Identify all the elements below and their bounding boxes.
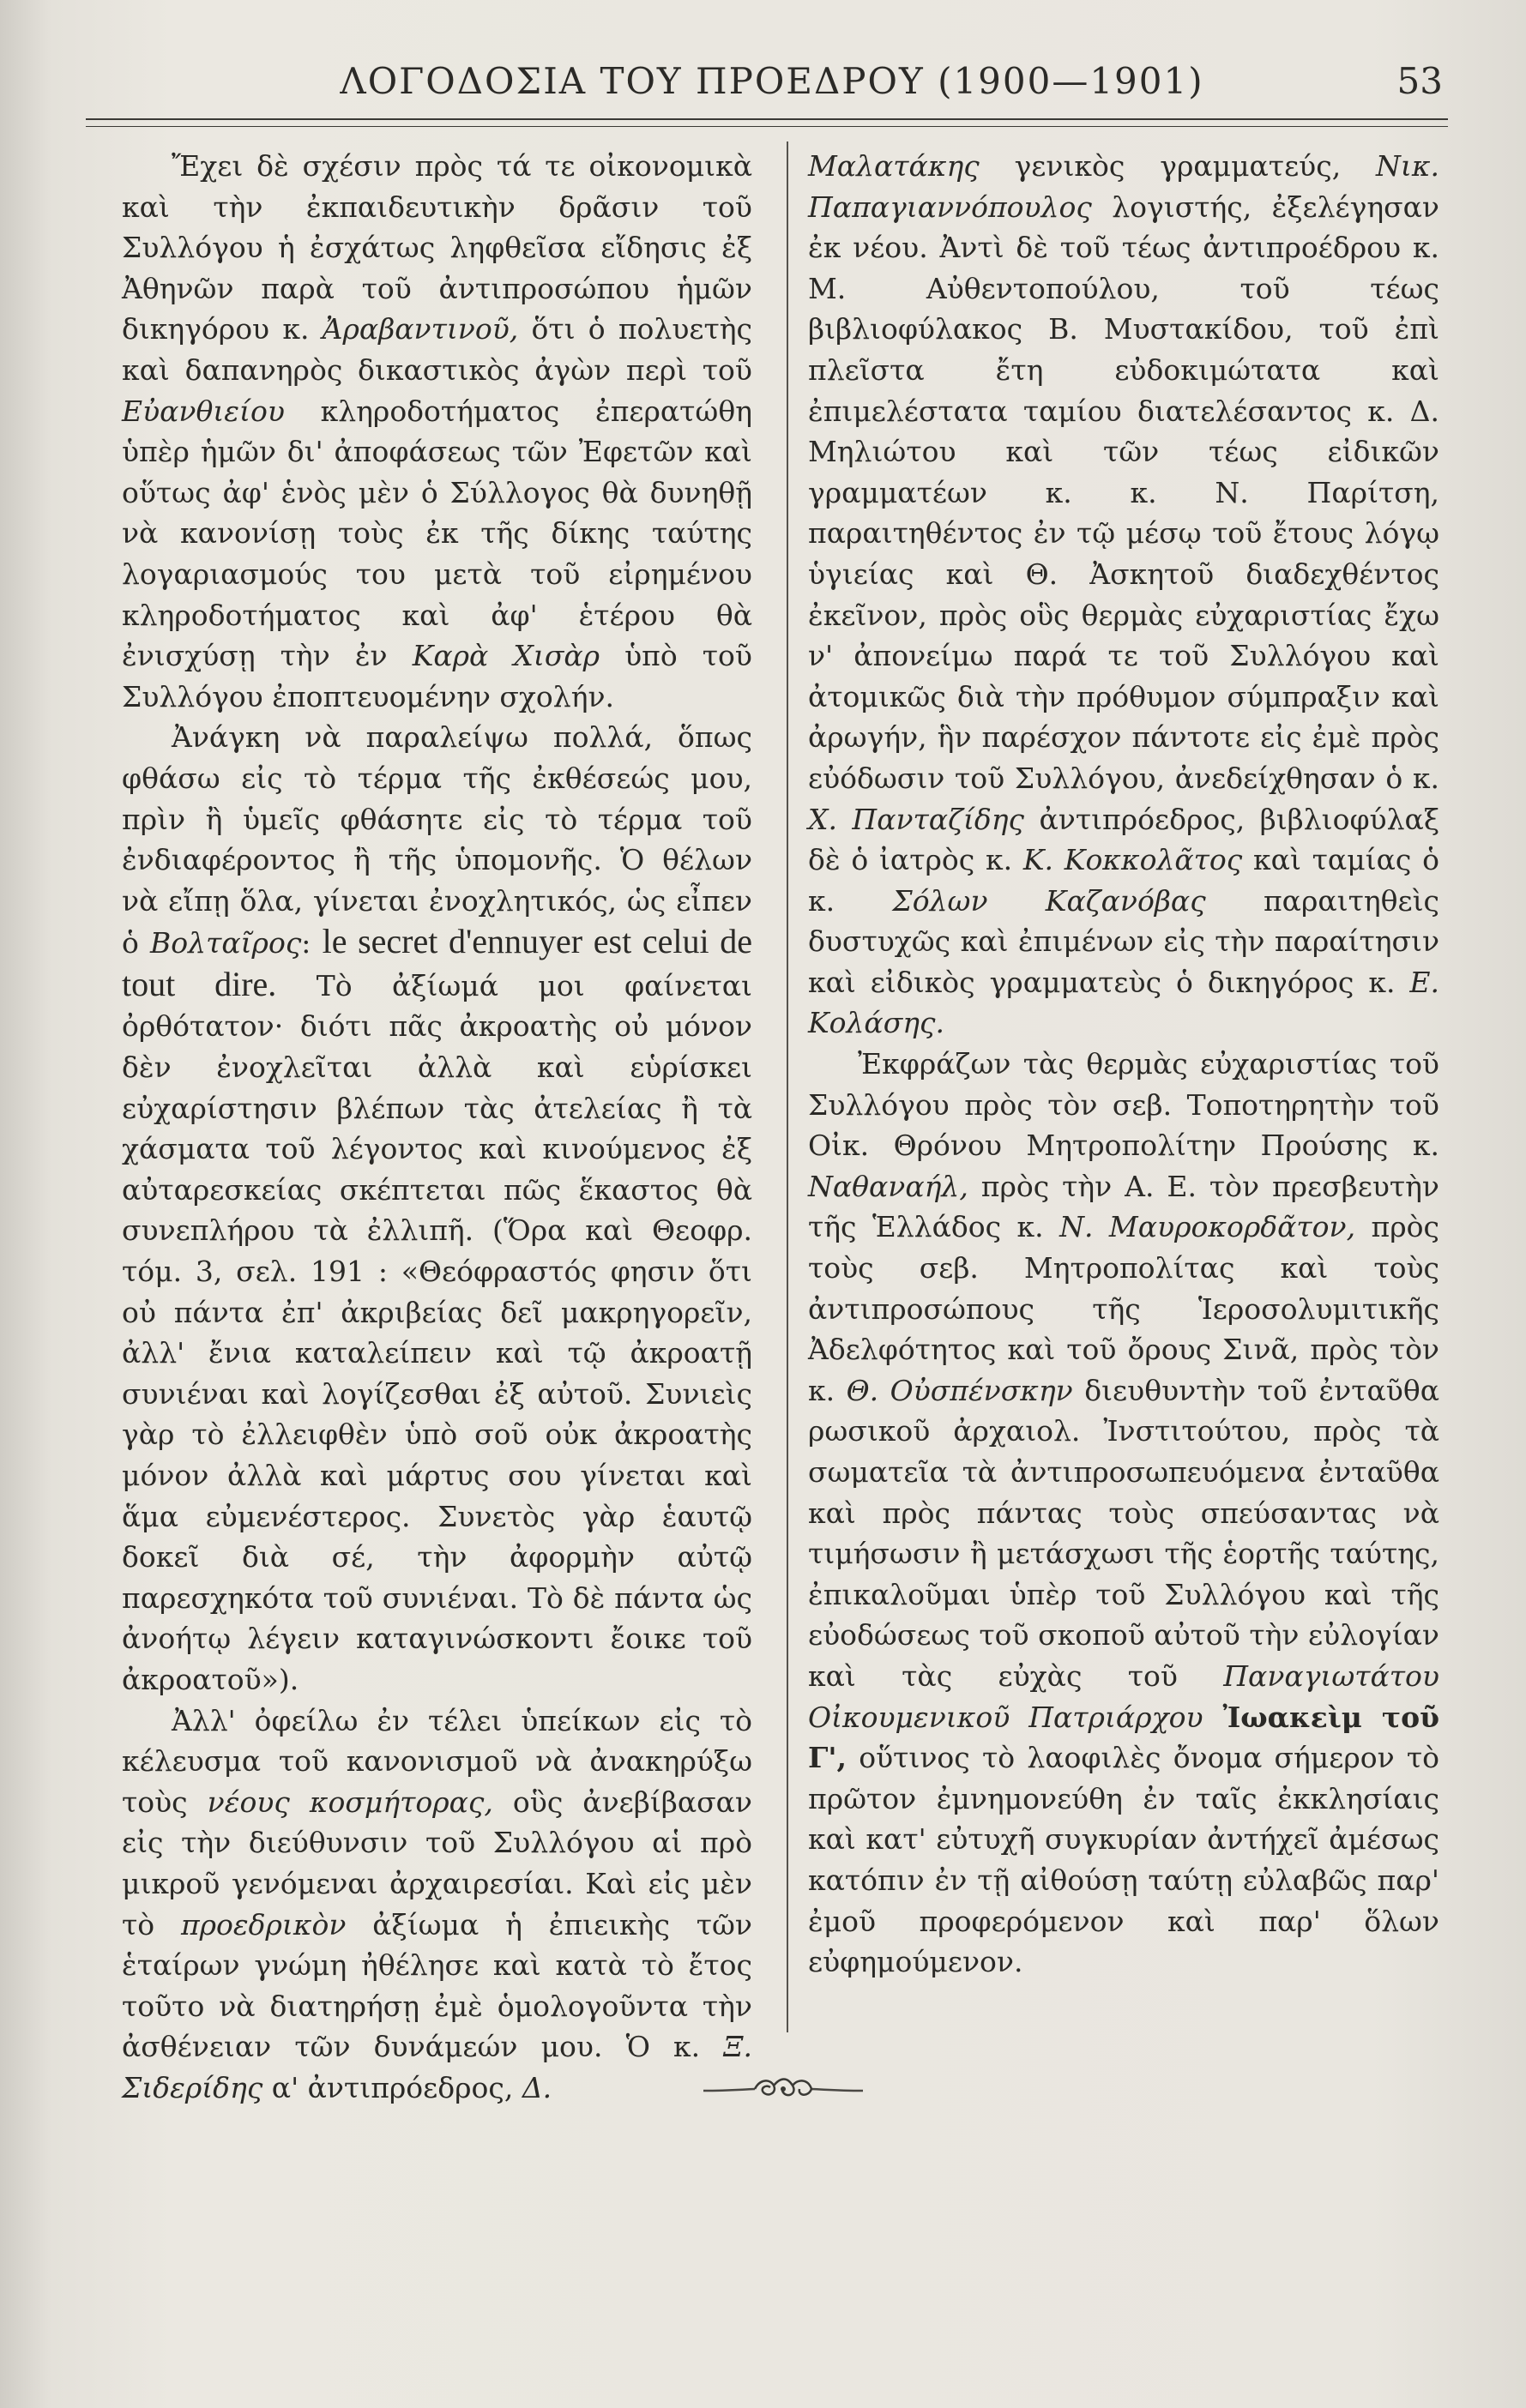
page-number: 53 bbox=[1396, 60, 1443, 102]
text-run: λογιστής, ἐξελέγησαν ἐκ νέου. Ἀντὶ δὲ τοῦ τέως ἀντιπροέδρου κ. Μ. Αὐθεντοπούλου, τοῦ τέως βιβλιοφύλακος Β. Μυστακίδου, τοῦ ἐπὶ πλεῖστα ἔτη εὐδοκιμώτατα καὶ ἐπιμελέστατα ταμίου διατελέσαντος κ. Δ. Μηλιώτου καὶ τῶν τέως εἰδικῶν γραμματέων κ. κ. Ν. Παρίτση, παραιτηθέντος ἐν τῷ μέσῳ τοῦ ἔτους λόγῳ ὑγιείας καὶ Θ. Ἀσκητοῦ διαδεχθέντος ἐκεῖνον, πρὸς οὓς θερμὰς εὐχαριστίας ἔχω ν' ἀπονείμω παρά τε τοῦ Συλλόγου καὶ ἀτομικῶς διὰ τὴν πρόθυμον σύμπραξιν καὶ ἀρωγήν, ἣν παρέσχον πάντοτε εἰς ἐμὲ πρὸς εὐόδωσιν τοῦ Συλλόγου, ἀνεδείχθησαν ὁ κ. bbox=[808, 190, 1439, 795]
text-run: οὕτινος τὸ λαοφιλὲς ὄνομα σήμερον τὸ πρῶτον ἐμνημονεύθη ἐν ταῖς ἐκκλησίαις καὶ κατ' εὐτυχῆ συγκυρίαν ἀντήχεῖ ἀμέσως κατόπιν ἐν τῇ αἰθούσῃ ταύτῃ εὐλαβῶς παρ' ἐμοῦ προφερόμενον καὶ παρ' ὅλων εὐφημούμενον. bbox=[808, 1741, 1439, 1979]
flourish-ornament-icon bbox=[702, 2074, 865, 2104]
text-run: καὶ ταμίας ὁ κ. bbox=[808, 843, 1439, 918]
name-malatakis: Μαλατάκης bbox=[808, 149, 980, 183]
text-run: πρὸς τοὺς σεβ. Μητροπολίτας καὶ τοὺς ἀντιπροσώπους τῆς Ἱεροσολυμιτικῆς Ἀδελφότητος καὶ τοῦ ὄρους Σινᾶ, πρὸς τὸν κ. bbox=[808, 1210, 1439, 1407]
text-run: γενικὸς γραμματεύς, bbox=[979, 149, 1377, 183]
name-kokkolatos: Κ. Κοκκολᾶτος bbox=[1022, 843, 1243, 877]
header-rule bbox=[86, 118, 1448, 120]
name-initial: Δ. bbox=[522, 2070, 552, 2104]
header-rule-thin bbox=[86, 126, 1448, 127]
text-run: Ἀνάγκη νὰ παραλείψω πολλά, ὅπως φθάσω εἰς τὸ τέρμα τῆς ἐκθέσεώς μου, πρὶν ἢ ὑμεῖς φθάσητε εἰς τὸ τέρμα τοῦ ἐνδιαφέροντος ἢ τῆς ὑπομονῆς. Ὁ θέλων νὰ εἴπῃ ὅλα, γίνεται ἐνοχλητικός, ὡς εἶπεν ὁ bbox=[122, 720, 752, 960]
name-pantazidis: Χ. Πανταζίδης bbox=[808, 802, 1025, 836]
text-run: Ἔχει δὲ σχέσιν πρὸς τά τε οἰκονομικὰ καὶ τὴν ἐκπαιδευτικὴν δρᾶσιν τοῦ Συλλόγου ἡ ἐσχάτως ληφθεῖσα εἴδησις ἐξ Ἀθηνῶν παρὰ τοῦ ἀντιπροσώπου ἡμῶν δικηγόρου κ. bbox=[122, 149, 752, 346]
name-sideridis: Ξ. Σιδερίδης bbox=[122, 2030, 752, 2104]
place-kara-hisar: Καρὰ Χισὰρ bbox=[412, 639, 600, 673]
french-quote: le secret d'ennuyer est celui de tout dire. bbox=[122, 922, 753, 1003]
name-papagiannopoulos: Νικ. Παπαγιαννόπουλος bbox=[808, 149, 1439, 224]
paragraph-thanks bbox=[808, 1044, 1439, 1983]
name-kolasis: Ε. Κολάσης. bbox=[808, 965, 1439, 1040]
name-uspensky: Θ. Οὐσπένσκην bbox=[846, 1373, 1073, 1407]
text-run: ὑπὸ τοῦ Συλλόγου ἐποπτευομένην σχολήν. bbox=[122, 639, 752, 713]
name-mavrokordatos: Ν. Μαυροκορδᾶτον, bbox=[1059, 1210, 1356, 1244]
text-run: : bbox=[301, 926, 323, 960]
phrase-presidential: προεδρικὸν bbox=[180, 1907, 347, 1941]
text-run: παραιτηθεὶς δυστυχῶς καὶ ἐπιμένων εἰς τὴν παραίτησιν καὶ εἰδικὸς γραμματεὺς ὁ δικηγόρος κ. bbox=[808, 883, 1439, 999]
text-run: ἀντιπρόεδρος, βιβλιοφύλαξ δὲ ὁ ἰατρὸς κ. bbox=[808, 802, 1439, 877]
column-divider bbox=[787, 141, 788, 2032]
page-header bbox=[86, 53, 1458, 113]
name-ioakeim: Ἰωακεὶμ τοῦ Γ', bbox=[808, 1700, 1440, 1775]
name-voltaire: Βολταῖρος bbox=[150, 926, 302, 960]
running-head: ΛΟΓΟΔΟΣΙΑ ΤΟΥ ΠΡΟΕΔΡΟΥ (1900—1901) bbox=[340, 60, 1204, 102]
title-patriarch: Παναγιωτάτου Οἰκουμενικοῦ Πατριάρχου bbox=[808, 1659, 1439, 1734]
paragraph-economics bbox=[122, 146, 752, 717]
name-arabantinos: Ἀραβαντινοῦ, bbox=[322, 312, 519, 346]
right-column bbox=[808, 146, 1439, 1983]
name-kazanovas: Σόλων Καζανόβας bbox=[892, 883, 1206, 918]
text-run: κληροδοτήματος ἐπερατώθη ὑπὲρ ἡμῶν δι' ἀποφάσεως τῶν Ἐφετῶν καὶ οὕτως ἀφ' ἑνὸς μὲν ὁ Σύλλογος θὰ δυνηθῇ νὰ κανονίσῃ τοὺς ἐκ τῆς δίκης ταύτης λογαριασμούς του μετὰ τοῦ εἰρημένου κληροδοτήματος καὶ ἀφ' ἑτέρου θὰ ἐνισχύσῃ τὴν ἐν bbox=[122, 394, 752, 673]
paragraph-voltaire bbox=[122, 717, 752, 1700]
text-run: Τὸ ἀξίωμά μοι φαίνεται ὀρθότατον· διότι πᾶς ἀκροατὴς οὐ μόνον δὲν ἐνοχλεῖται ἀλλὰ καὶ εὑρίσκει εὐχαρίστησιν βλέπων τὰς ἀτελείας ἢ τὰ χάσματα τοῦ λέγοντος καὶ κινούμενος ἐξ αὐταρεσκείας σκέπτεται πῶς ἕκαστος θὰ συνεπλήρου τὰ ἐλλιπῆ. (Ὅρα καὶ Θεοφρ. τόμ. 3, σελ. 191 : «Θεόφραστός φησιν ὅτι οὐ πάντα ἐπ' ἀκριβείας δεῖ μακρηγορεῖν, ἀλλ' ἔνια καταλείπειν καὶ τῷ ἀκροατῇ συνιέναι καὶ λογίζεσθαι ἐξ αὐτοῦ. Συνιεὶς γὰρ τὸ ἐλλειφθὲν ὑπὸ σοῦ οὐκ ἀκροατὴς μόνον ἀλλὰ καὶ μάρτυς σου γίνεται καὶ ἅμα εὐμενέστερος. Συνετὸς γὰρ ἑαυτῷ δοκεῖ διὰ σέ, τὴν ἀφορμὴν αὐτῷ παρεσχηκότα τοῦ συνιέναι. Τὸ δὲ πάντα ὡς ἀνοήτῳ λέγειν καταγινώσκοντι ἔοικε τοῦ ἀκροατοῦ»). bbox=[122, 968, 752, 1696]
text-run: ὅτι ὁ πολυετὴς καὶ δαπανηρὸς δικαστικὸς ἀγὼν περὶ τοῦ bbox=[122, 312, 753, 387]
name-euanthieiou: Εὐανθιείου bbox=[122, 394, 285, 428]
text-run: διευθυντὴν τοῦ ἐνταῦθα ρωσικοῦ ἀρχαιολ. Ἰνστιτούτου, πρὸς τὰ σωματεῖα τὰ ἀντιπροσωπευόμενα ἐνταῦθα καὶ πρὸς πάντας τοὺς σπεύσαντας νὰ τιμήσωσιν ἢ μετάσχωσι τῆς ἑορτῆς ταύτης, ἐπικαλοῦμαι ὑπὲρ τοῦ Συλλόγου καὶ τῆς εὐοδώσεως τοῦ σκοποῦ αὐτοῦ τὴν εὐλογίαν καὶ τὰς εὐχὰς τοῦ bbox=[808, 1373, 1439, 1693]
name-nathanael: Ναθαναήλ, bbox=[808, 1169, 968, 1203]
phrase-new-officers: νέους κοσμήτορας, bbox=[207, 1785, 493, 1819]
text-run: α' ἀντιπρόεδρος, bbox=[262, 2070, 522, 2104]
text-run: οὓς ἀνεβίβασαν εἰς τὴν διεύθυνσιν τοῦ Συλλόγου αἱ πρὸ μικροῦ γενόμεναι ἀρχαιρεσίαι. Καὶ εἰς μὲν τὸ bbox=[122, 1785, 752, 1941]
text-run: πρὸς τὴν Α. Ε. τὸν πρεσβευτὴν τῆς Ἑλλάδος κ. bbox=[808, 1169, 1439, 1244]
paragraph-new-officers bbox=[122, 1701, 752, 2109]
text-run: ἀξίωμα ἡ ἐπιεικὴς τῶν ἑταίρων γνώμη ἠθέλησε καὶ κατὰ τὸ ἔτος τοῦτο νὰ διατηρήσῃ ἐμὲ ὁμολογοῦντα τὴν ἀσθένειαν τῶν δυνάμεών μου. Ὁ κ. bbox=[122, 1907, 752, 2064]
text-run: Ἀλλ' ὀφείλω ἐν τέλει ὑπείκων εἰς τὸ κέλευσμα τοῦ κανονισμοῦ νὰ ἀνακηρύξω τοὺς bbox=[122, 1703, 752, 1819]
text-run: Ἐκφράζων τὰς θερμὰς εὐχαριστίας τοῦ Συλλόγου πρὸς τὸν σεβ. Τοποτηρητὴν τοῦ Οἰκ. Θρόνου Μητροπολίτην Προύσης κ. bbox=[808, 1047, 1439, 1163]
paragraph-elections bbox=[808, 146, 1439, 1044]
left-column bbox=[122, 146, 752, 2109]
